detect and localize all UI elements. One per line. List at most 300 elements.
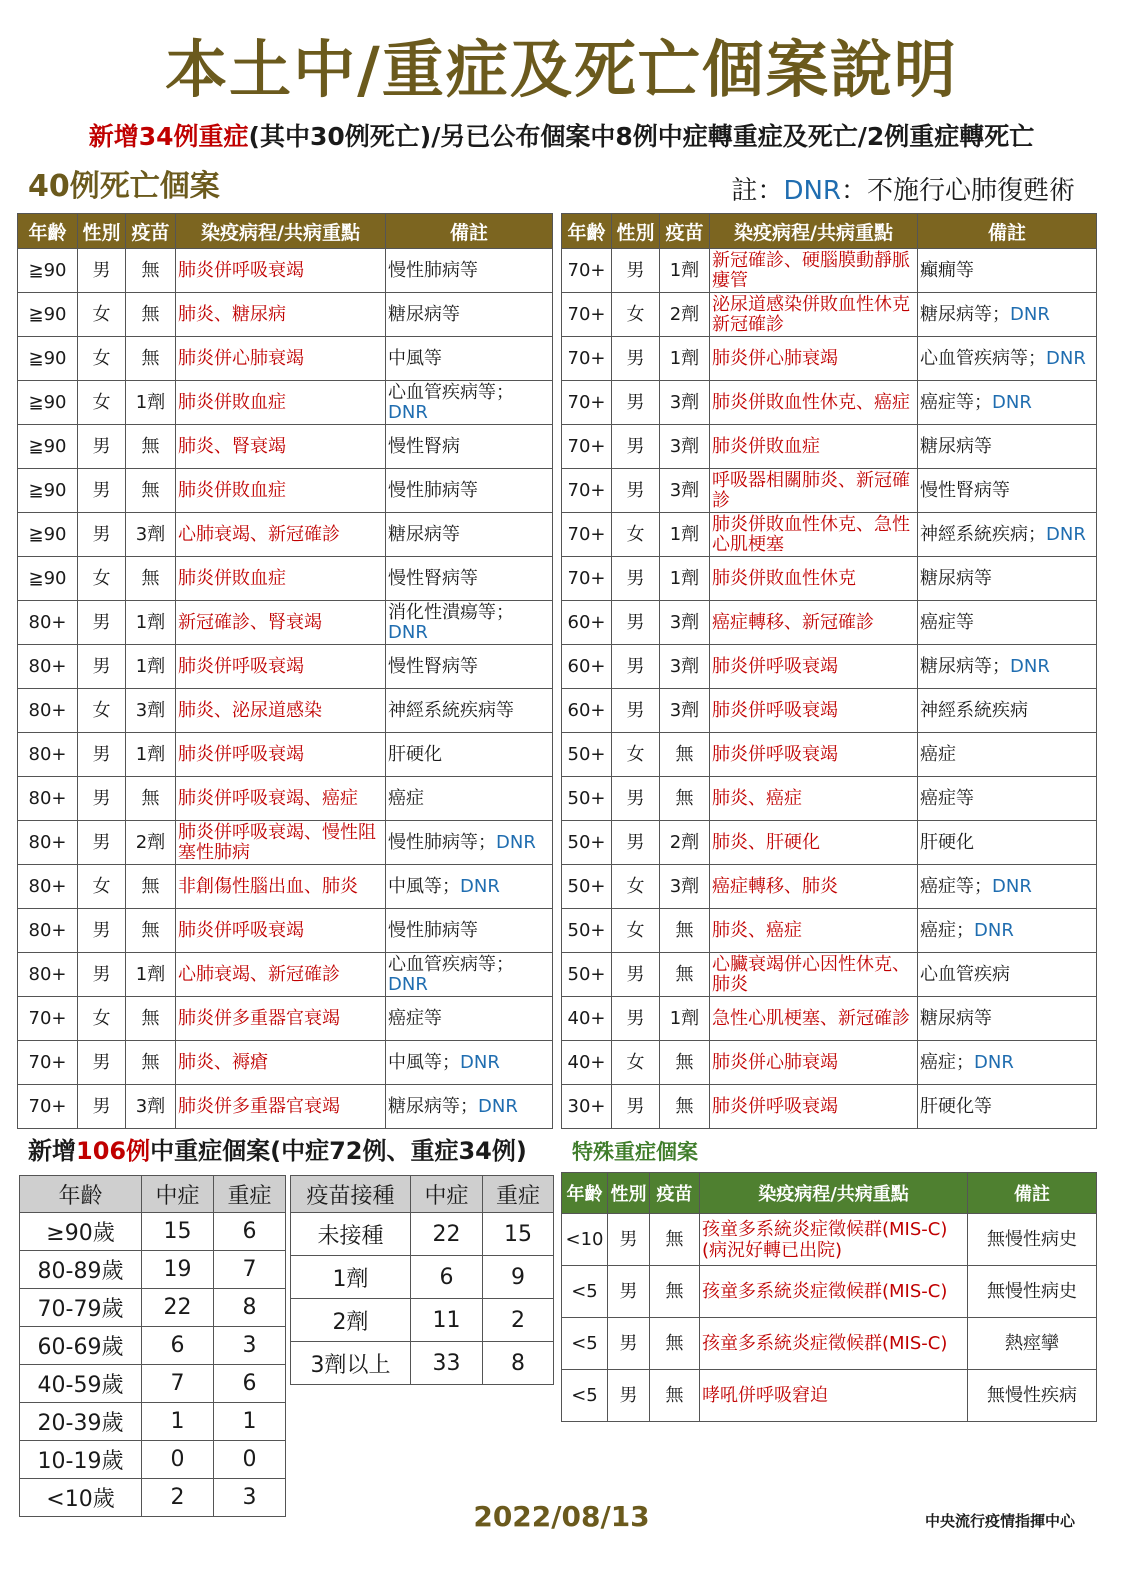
page-title: 本土中/重症及死亡個案說明 [165,33,958,106]
note-cell [918,381,1097,425]
vaccine-cell: 無 [126,909,176,953]
note-cell [918,1041,1097,1085]
vaccine-cell: 3劑 [126,1085,176,1129]
vaccine-cell: 無 [660,1041,710,1085]
age-cell: 80+ [18,689,78,733]
sex-cell: 男 [608,1266,650,1318]
table-row [20,1441,286,1479]
table-row [18,469,553,513]
sex-cell: 男 [608,1318,650,1370]
vaccine-cell: 3劑 [660,469,710,513]
note-cell [918,777,1097,821]
note-text: 慢性肺病等 [388,259,478,281]
label-cell: 3劑以上 [291,1342,411,1385]
age-cell: 70+ [562,381,612,425]
dnr-note-term: DNR [783,176,841,206]
dnr-tag: DNR [992,875,1032,897]
course-cell: 哮吼併呼吸窘迫 [700,1370,968,1422]
right-deaths-table [561,213,1097,1129]
note-cell [918,249,1097,293]
note-cell [918,601,1097,645]
course-cell: 肺炎併呼吸衰竭 [710,733,918,777]
age-cell: 50+ [562,777,612,821]
note-cell [386,689,553,733]
table-row [562,1266,1097,1318]
course-cell: 肺炎併呼吸衰竭 [176,645,386,689]
note-cell [918,997,1097,1041]
note-cell [918,689,1097,733]
subtitle-rest: (其中30例死亡)/另已公布個案中8例中症轉重症及死亡/2例重症轉死亡 [248,122,1035,151]
vaccine-cell: 1劑 [126,381,176,425]
note-cell [918,645,1097,689]
course-cell: 肺炎併呼吸衰竭 [710,1085,918,1129]
dnr-note-suffix: ：不施行心肺復甦術 [840,176,1075,206]
age-cell: 70+ [562,337,612,381]
age-cell: ≧90 [18,293,78,337]
table-row [18,909,553,953]
left-deaths-table [17,213,553,1129]
sex-cell: 男 [78,1041,126,1085]
age-cell: 70+ [18,1085,78,1129]
note-text: 消化性潰瘍等； [388,601,514,623]
vaccine-cell: 3劑 [126,689,176,733]
sex-cell: 男 [612,821,660,865]
table-row [18,249,553,293]
note-cell [918,425,1097,469]
vaccine-cell: 無 [126,425,176,469]
vaccine-cell: 無 [660,909,710,953]
course-cell: 肺炎併敗血症 [176,557,386,601]
age-cell: 80+ [18,909,78,953]
subtitle [0,117,1123,157]
vaccine-cell: 1劑 [660,997,710,1041]
note-text: 糖尿病等 [388,303,460,325]
header-course: 染疫病程/共病重點 [176,214,386,249]
sex-cell: 女 [78,997,126,1041]
dnr-tag: DNR [388,621,428,643]
course-cell: 肺炎併呼吸衰竭、慢性阻塞性肺病 [176,821,386,865]
label-cell: <10歲 [20,1479,142,1517]
moderate-cell: 6 [411,1256,483,1299]
age-cell: <5 [562,1318,608,1370]
sex-cell: 女 [612,513,660,557]
table-header-row [562,1173,1097,1214]
table-row [18,337,553,381]
course-cell: 肺炎、癌症 [710,777,918,821]
sex-cell: 女 [612,1041,660,1085]
note-cell [386,249,553,293]
dnr-tag: DNR [992,391,1032,413]
vaccine-cell: 無 [126,557,176,601]
note-cell [386,645,553,689]
age-cell: 70+ [562,249,612,293]
sex-cell: 女 [612,909,660,953]
note-cell [386,381,553,425]
header-course: 染疫病程/共病重點 [700,1173,968,1214]
vaccine-cell: 1劑 [660,557,710,601]
header-note: 備註 [968,1173,1097,1214]
age-cell: ≧90 [18,337,78,381]
age-cell: ≧90 [18,249,78,293]
moderate-cell: 33 [411,1342,483,1385]
note-text: 糖尿病等； [388,1095,478,1117]
age-cell: 30+ [562,1085,612,1129]
note-text: 心血管疾病 [920,963,1010,985]
sex-cell: 男 [78,601,126,645]
course-cell: 孩童多系統炎症徵候群(MIS-C) [700,1318,968,1370]
age-cell: 70+ [562,513,612,557]
age-cell: 40+ [562,1041,612,1085]
note-text: 肝硬化等 [920,1095,992,1117]
report-date: 2022/08/13 [473,1500,650,1533]
table-row [562,337,1097,381]
note-cell [386,1085,553,1129]
table-row [18,1041,553,1085]
sex-cell: 男 [78,645,126,689]
vaccine-cell: 3劑 [660,425,710,469]
vaccine-severity-table [290,1175,554,1385]
severe-cases-heading [28,1133,527,1169]
table-row [562,777,1097,821]
sex-cell: 女 [612,733,660,777]
table-header-row [18,214,553,249]
sex-cell: 男 [612,249,660,293]
vaccine-cell: 無 [126,293,176,337]
note-cell: 熱痙攣 [968,1318,1097,1370]
note-text: 癌症； [920,919,974,941]
vaccine-cell: 3劑 [660,601,710,645]
note-text: 癌症等； [920,875,992,897]
dnr-tag: DNR [974,1051,1014,1073]
sex-cell: 女 [78,337,126,381]
table-row [18,689,553,733]
note-text: 中風等 [388,347,442,369]
label-cell: 60-69歲 [20,1327,142,1365]
note-text: 中風等； [388,1051,460,1073]
header-course: 染疫病程/共病重點 [710,214,918,249]
sex-cell: 男 [608,1214,650,1266]
age-cell: ≧90 [18,425,78,469]
age-cell: 60+ [562,601,612,645]
moderate-cell: 22 [411,1213,483,1256]
vaccine-cell: 無 [660,733,710,777]
vaccine-cell: 3劑 [660,381,710,425]
course-cell: 心臟衰竭併心因性休克、肺炎 [710,953,918,997]
vaccine-cell: 無 [660,777,710,821]
note-text: 糖尿病等； [920,303,1010,325]
table-row [562,1085,1097,1129]
course-cell: 肺炎併敗血症 [176,381,386,425]
sex-cell: 女 [78,381,126,425]
age-cell: 70+ [562,469,612,513]
dnr-tag: DNR [1046,523,1086,545]
note-cell [918,733,1097,777]
dnr-note [731,172,1075,210]
note-text: 癌症等 [920,611,974,633]
course-cell: 新冠確診、硬腦膜動靜脈瘻管 [710,249,918,293]
severe-cell: 0 [214,1441,286,1479]
table-row [20,1289,286,1327]
vaccine-cell: 無 [126,997,176,1041]
course-cell: 非創傷性腦出血、肺炎 [176,865,386,909]
table-row [562,733,1097,777]
dnr-tag: DNR [1010,655,1050,677]
label-cell: 80-89歲 [20,1251,142,1289]
sex-cell: 男 [78,1085,126,1129]
special-cases-table [561,1172,1097,1422]
table-row [562,953,1097,997]
table-row [291,1299,554,1342]
moderate-cell: 11 [411,1299,483,1342]
label-cell: 70-79歲 [20,1289,142,1327]
table-row [562,997,1097,1041]
table-row [562,469,1097,513]
course-cell: 肺炎併敗血性休克、癌症 [710,381,918,425]
age-cell: <5 [562,1370,608,1422]
sex-cell: 男 [612,997,660,1041]
vaccine-cell: 1劑 [126,953,176,997]
note-cell [918,337,1097,381]
note-text: 心血管疾病等； [388,381,514,403]
course-cell: 肺炎併心肺衰竭 [710,337,918,381]
heading-count: 106例 [76,1137,151,1165]
vaccine-cell: 1劑 [660,513,710,557]
note-text: 神經系統疾病； [920,523,1046,545]
course-cell: 癌症轉移、新冠確診 [710,601,918,645]
note-cell [918,469,1097,513]
table-row [18,425,553,469]
course-cell: 肺炎併敗血性休克、急性心肌梗塞 [710,513,918,557]
course-cell: 肺炎、褥瘡 [176,1041,386,1085]
moderate-cell: 6 [142,1327,214,1365]
sex-cell: 男 [612,689,660,733]
note-cell [918,953,1097,997]
note-cell [918,513,1097,557]
header-note: 備註 [386,214,553,249]
vaccine-cell: 1劑 [126,601,176,645]
vaccine-cell: 1劑 [660,337,710,381]
note-cell [386,865,553,909]
course-cell: 肺炎併呼吸衰竭 [710,689,918,733]
dnr-tag: DNR [1010,303,1050,325]
course-cell: 肺炎併心肺衰竭 [176,337,386,381]
sex-cell: 男 [612,381,660,425]
vaccine-cell: 2劑 [660,821,710,865]
table-row [562,1214,1097,1266]
table-row [18,1085,553,1129]
table-row [18,513,553,557]
organization-name: 中央流行疫情指揮中心 [924,1512,1075,1530]
label-cell: 未接種 [291,1213,411,1256]
sex-cell: 男 [78,469,126,513]
note-cell [386,909,553,953]
age-cell: 80+ [18,733,78,777]
label-cell: 2劑 [291,1299,411,1342]
dnr-tag: DNR [478,1095,518,1117]
header-vaccine: 疫苗 [650,1173,700,1214]
sex-cell: 男 [78,777,126,821]
age-cell: 70+ [562,293,612,337]
course-cell: 呼吸器相關肺炎、新冠確診 [710,469,918,513]
note-cell [918,865,1097,909]
table-row [562,513,1097,557]
note-cell [386,953,553,997]
course-cell: 肺炎併敗血性休克 [710,557,918,601]
age-cell: 80+ [18,601,78,645]
vaccine-cell: 3劑 [660,689,710,733]
sex-cell: 男 [612,557,660,601]
sex-cell: 女 [78,557,126,601]
table-row [291,1256,554,1299]
course-cell: 肺炎併呼吸衰竭 [710,645,918,689]
table-row [562,381,1097,425]
sex-cell: 男 [78,425,126,469]
note-cell [386,997,553,1041]
note-cell: 無慢性疾病 [968,1370,1097,1422]
note-cell [386,425,553,469]
vaccine-cell: 無 [660,953,710,997]
vaccine-cell: 1劑 [126,733,176,777]
note-cell [918,293,1097,337]
age-cell: <5 [562,1266,608,1318]
note-text: 癌症等 [388,1007,442,1029]
course-cell: 急性心肌梗塞、新冠確診 [710,997,918,1041]
table-row [562,645,1097,689]
table-row [18,821,553,865]
age-cell: 70+ [18,1041,78,1085]
sex-cell: 男 [78,909,126,953]
table-row [562,689,1097,733]
note-text: 慢性腎病等 [388,567,478,589]
dnr-tag: DNR [460,1051,500,1073]
sex-cell: 男 [612,425,660,469]
table-header-row [562,214,1097,249]
course-cell: 肺炎併呼吸衰竭 [176,733,386,777]
severe-cell: 6 [214,1213,286,1251]
table-header-row [291,1176,554,1213]
vaccine-cell: 無 [126,1041,176,1085]
vaccine-cell: 無 [126,337,176,381]
sex-cell: 女 [612,293,660,337]
subtitle-highlight: 新增34例重症 [88,122,249,151]
sex-cell: 男 [612,601,660,645]
label-cell: 1劑 [291,1256,411,1299]
age-cell: 50+ [562,953,612,997]
severe-cell: 1 [214,1403,286,1441]
note-cell [386,821,553,865]
note-text: 癌症 [920,743,956,765]
header-sex: 性別 [78,214,126,249]
note-cell [918,909,1097,953]
note-cell [386,733,553,777]
note-text: 糖尿病等 [920,1007,992,1029]
course-cell: 肺炎併呼吸衰竭、癌症 [176,777,386,821]
note-cell: 無慢性病史 [968,1214,1097,1266]
label-cell: 20-39歲 [20,1403,142,1441]
note-cell [386,557,553,601]
moderate-cell: 1 [142,1403,214,1441]
vaccine-cell: 1劑 [126,645,176,689]
note-cell [918,557,1097,601]
note-cell [918,1085,1097,1129]
course-cell: 肺炎併心肺衰竭 [710,1041,918,1085]
label-cell: ≥90歲 [20,1213,142,1251]
moderate-cell: 22 [142,1289,214,1327]
table-row [18,381,553,425]
sex-cell: 女 [612,865,660,909]
age-cell: 80+ [18,645,78,689]
sex-cell: 男 [612,953,660,997]
course-cell: 心肺衰竭、新冠確診 [176,513,386,557]
note-text: 神經系統疾病等 [388,699,514,721]
age-cell: 80+ [18,953,78,997]
course-cell: 肺炎、腎衰竭 [176,425,386,469]
table-row [18,997,553,1041]
sex-cell: 男 [612,777,660,821]
vaccine-cell: 無 [650,1266,700,1318]
note-text: 癌症； [920,1051,974,1073]
heading-part: 中重症個案(中症72例、重症34例) [150,1137,527,1165]
note-cell [386,513,553,557]
header-vaccine: 疫苗 [126,214,176,249]
course-cell: 癌症轉移、肺炎 [710,865,918,909]
note-text: 癲癇等 [920,259,974,281]
severe-cell: 2 [483,1299,554,1342]
age-cell: 70+ [562,425,612,469]
table-row [562,865,1097,909]
table-row [562,249,1097,293]
course-cell: 肺炎併多重器官衰竭 [176,997,386,1041]
severe-cell: 9 [483,1256,554,1299]
table-row [291,1213,554,1256]
sex-cell: 男 [612,645,660,689]
table-header-row [20,1176,286,1213]
table-row [18,601,553,645]
course-cell: 肺炎併敗血症 [176,469,386,513]
table-row [20,1251,286,1289]
severe-cell: 8 [214,1289,286,1327]
heading-part: 新增 [28,1137,76,1165]
severe-cell: 6 [214,1365,286,1403]
course-cell: 肺炎併呼吸衰竭 [176,909,386,953]
vaccine-cell: 無 [126,777,176,821]
note-text: 癌症等 [920,787,974,809]
table-row [562,1041,1097,1085]
course-cell: 肺炎併呼吸衰竭 [176,249,386,293]
severe-cell: 3 [214,1479,286,1517]
moderate-cell: 15 [142,1213,214,1251]
table-row [562,557,1097,601]
sex-cell: 男 [78,821,126,865]
header-vaccine: 疫苗 [660,214,710,249]
note-text: 癌症等； [920,391,992,413]
vaccine-cell: 無 [650,1318,700,1370]
age-severity-table [19,1175,286,1517]
sex-cell: 女 [78,293,126,337]
header-moderate: 中症 [411,1176,483,1213]
note-text: 癌症 [388,787,424,809]
table-row [562,293,1097,337]
vaccine-cell: 3劑 [660,645,710,689]
sex-cell: 男 [612,337,660,381]
vaccine-cell: 無 [660,1085,710,1129]
note-cell [386,293,553,337]
table-row [20,1327,286,1365]
course-cell: 孩童多系統炎症徵候群(MIS-C)(病況好轉已出院) [700,1214,968,1266]
header-sex: 性別 [612,214,660,249]
header-severe: 重症 [214,1176,286,1213]
special-cases-heading: 特殊重症個案 [572,1140,698,1164]
